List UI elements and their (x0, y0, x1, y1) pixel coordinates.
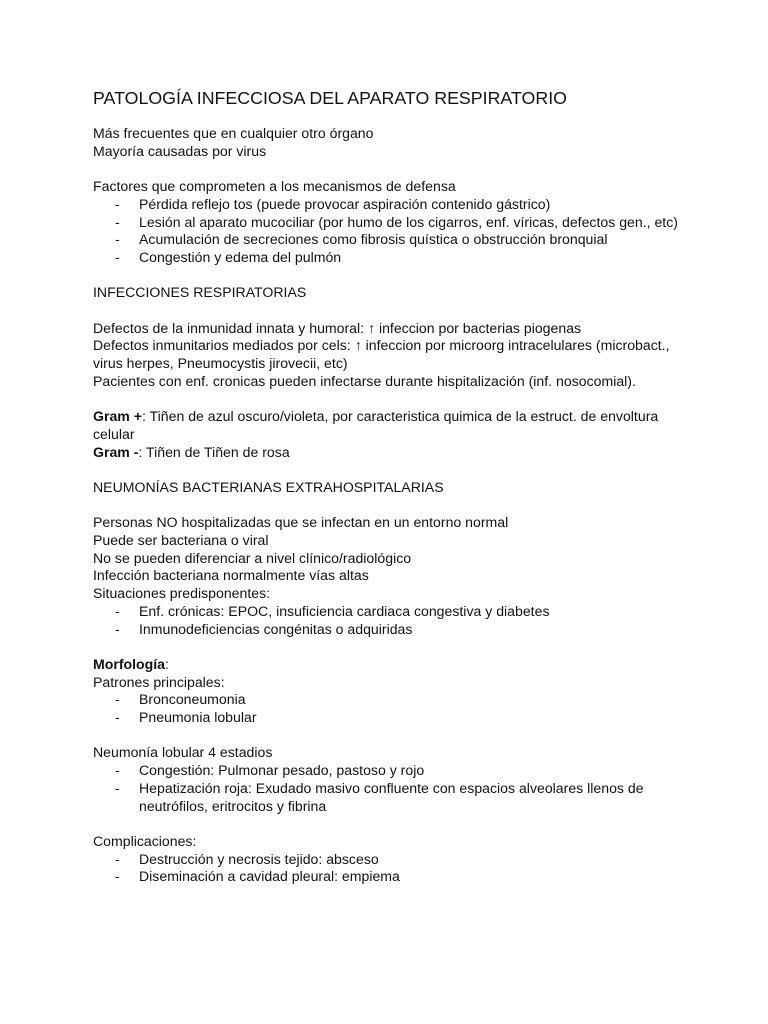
list-item (93, 621, 693, 639)
morfologia-label: Morfología (93, 655, 166, 672)
factores-list (93, 196, 693, 267)
list-item (93, 231, 693, 249)
list-item (93, 214, 693, 232)
paragraph-line: No se pueden diferenciar a nivel clínico/radiológico (93, 549, 412, 566)
gram-negative-line (93, 444, 693, 462)
spacer (93, 461, 693, 479)
estadios-list (93, 762, 693, 815)
dash-bullet: - (115, 213, 120, 230)
paragraph-line: Pacientes con enf. cronicas pueden infectarse durante hispitalización (inf. nosocomial). (93, 372, 636, 389)
list-item (93, 780, 693, 815)
gram-positive-text: : Tiñen de azul oscuro/violeta, por caracteristica quimica de la estruct. de envoltura celular (93, 408, 659, 442)
spacer (93, 727, 693, 745)
spacer (93, 638, 693, 656)
list-item-text: Inmunodeficiencias congénitas o adquiridas (139, 620, 413, 637)
morfologia-heading (93, 656, 693, 674)
spacer (93, 391, 693, 409)
list-item-text: Hepatización roja: Exudado masivo confluente con espacios alveolares llenos de neutrófilos, eritrocitos y fibrina (139, 779, 644, 814)
dash-bullet: - (115, 231, 120, 248)
gram-positive-label: Gram + (93, 408, 142, 425)
morfologia-colon: : (165, 655, 169, 672)
list-item (93, 762, 693, 780)
dash-bullet: - (115, 850, 120, 867)
list-item-text: Pérdida reflejo tos (puede provocar aspiración contenido gástrico) (139, 195, 551, 212)
document-title: PATOLOGÍA INFECCIOSA DEL APARATO RESPIRATORIO (93, 88, 567, 108)
spacer (93, 497, 693, 515)
dash-bullet: - (115, 602, 120, 619)
list-item-text: Bronconeumonia (139, 691, 246, 708)
list-item-text: Pneumonia lobular (139, 709, 257, 726)
dash-bullet: - (115, 762, 120, 779)
document-page (93, 87, 693, 886)
paragraph-line: Personas NO hospitalizadas que se infectan en un entorno normal (93, 514, 509, 531)
list-item (93, 868, 693, 886)
paragraph-line: Infección bacteriana normalmente vías altas (93, 567, 369, 584)
intro-line: Más frecuentes que en cualquier otro órgano (93, 125, 374, 141)
gram-negative-text: : Tiñen de Tiñen de rosa (138, 443, 290, 460)
list-item (93, 196, 693, 214)
spacer (93, 815, 693, 833)
dash-bullet: - (115, 691, 120, 708)
paragraph-line: Defectos de la inmunidad innata y humoral: ↑ infeccion por bacterias piogenas (93, 319, 582, 336)
list-item-text: Diseminación a cavidad pleural: empiema (139, 868, 400, 885)
lobular-heading: Neumonía lobular 4 estadios (93, 744, 273, 761)
spacer (93, 302, 693, 320)
list-item-text: Enf. crónicas: EPOC, insuficiencia cardiaca congestiva y diabetes (139, 602, 550, 619)
list-item (93, 709, 693, 727)
list-item (93, 603, 693, 621)
dash-bullet: - (115, 779, 120, 796)
dash-bullet: - (115, 248, 120, 265)
dash-bullet: - (115, 195, 120, 212)
dash-bullet: - (115, 620, 120, 637)
patrones-list (93, 691, 693, 726)
complicaciones-heading: Complicaciones: (93, 832, 197, 849)
list-item (93, 691, 693, 709)
intro-line: Mayoría causadas por virus (93, 142, 267, 159)
dash-bullet: - (115, 868, 120, 885)
paragraph-line: Patrones principales: (93, 673, 225, 690)
section-heading-infecciones: INFECCIONES RESPIRATORIAS (93, 284, 307, 301)
section-heading-neumonias: NEUMONÍAS BACTERIANAS EXTRAHOSPITALARIAS (93, 478, 444, 495)
paragraph-line: Defectos inmunitarios mediados por cels: ↑ infeccion por microorg intracelulares (microbact., virus herpes, Pneumocystis jirovecii, etc) (93, 337, 670, 372)
paragraph-line: Situaciones predisponentes: (93, 585, 271, 602)
complicaciones-list (93, 851, 693, 886)
predisponentes-list (93, 603, 693, 638)
list-item (93, 249, 693, 267)
list-item (93, 851, 693, 869)
section-heading-factores: Factores que comprometen a los mecanismos de defensa (93, 178, 456, 195)
list-item-text: Congestión y edema del pulmón (139, 248, 342, 265)
gram-positive-line (93, 408, 693, 443)
spacer (93, 267, 693, 285)
list-item-text: Destrucción y necrosis tejido: absceso (139, 850, 379, 867)
gram-negative-label: Gram - (93, 443, 139, 460)
dash-bullet: - (115, 709, 120, 726)
spacer (93, 160, 693, 178)
list-item-text: Acumulación de secreciones como fibrosis quística o obstrucción bronquial (139, 231, 608, 248)
list-item-text: Lesión al aparato mucociliar (por humo de los cigarros, enf. víricas, defectos gen., etc) (139, 213, 678, 230)
list-item-text: Congestión: Pulmonar pesado, pastoso y rojo (139, 762, 425, 779)
paragraph-line: Puede ser bacteriana o viral (93, 532, 269, 549)
